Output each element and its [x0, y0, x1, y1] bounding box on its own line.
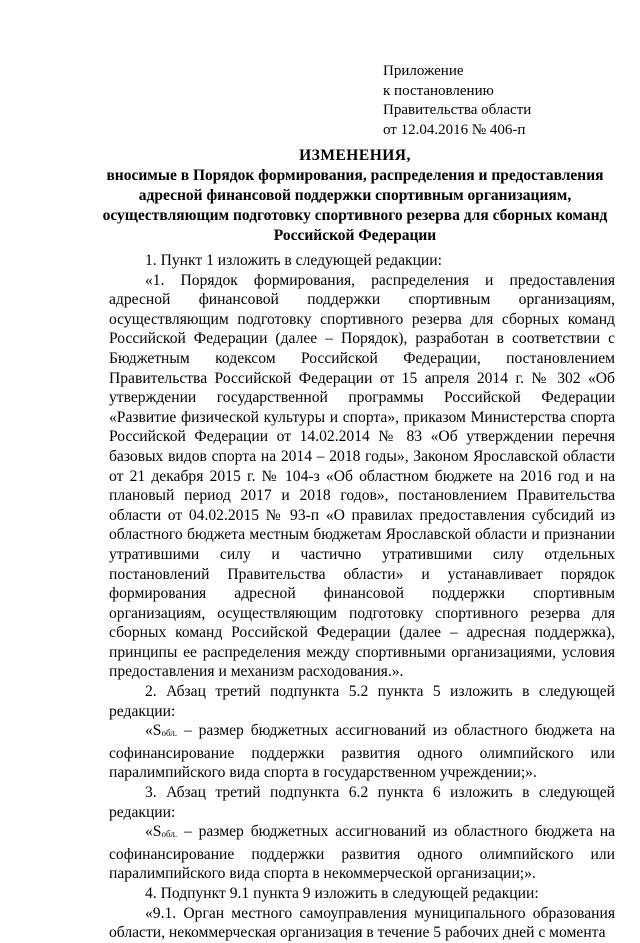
document-title: [60, 146, 640, 246]
paragraph-7: 4. Подпункт 9.1 пункта 9 изложить в следующей редакции:: [145, 885, 539, 902]
paragraph-4: [109, 721, 615, 783]
appendix-line-3: Правительства области: [383, 102, 532, 118]
paragraph-6: [109, 822, 615, 884]
paragraph-3: 2. Абзац третий подпункта 5.2 пункта 5 изложить в следующей редакции:: [109, 683, 615, 720]
formula-symbol: «S: [145, 823, 162, 841]
title-line-1: вносимые в Порядок формирования, распределения и предоставления: [106, 167, 604, 184]
formula-subscript: обл.: [161, 829, 178, 840]
appendix-line-1: Приложение: [383, 63, 464, 79]
formula-symbol: «S: [145, 722, 162, 740]
title-main: ИЗМЕНЕНИЯ,: [299, 147, 411, 164]
paragraph-4-text: – размер бюджетных ассигнований из областного бюджета на софинансирование поддержки развития одного олимпийского или паралимпийского вида спорта в государственном учреждении;».: [109, 722, 615, 782]
paragraph-1: 1. Пункт 1 изложить в следующей редакции:: [145, 252, 442, 269]
title-line-3: осуществляющим подготовку спортивного резерва для сборных команд: [102, 207, 608, 224]
paragraph-2: «1. Порядок формирования, распределения и предоставления адресной финансовой поддержки спортивным организациям, осуществляющим подготовку спортивного резерва для сборных команд Российской Федерации (далее – Порядок), разработан в соответствии с Бюджетным кодексом Российской Федерации, постановлением Правительства Российской Федерации от 15 апреля 2014 г. № 302 «Об утверждении государственной программы Российской Федерации «Развитие физической культуры и спорта», приказом Министерства спорта Российской Федерации от 14.02.2014 № 83 «Об утверждении перечня базовых видов спорта на 2014 – 2018 годы», Законом Ярославской области от 21 декабря 2015 г. № 104-з «Об областном бюджете на 2016 год и на плановый период 2017 и 2018 годов», постановлением Правительства области от 04.02.2015 № 93-п «О правилах предоставления субсидий из областного бюджета местным бюджетам Ярославской области и признании утратившими силу и частично утратившими силу отдельных постановлений Правительства области» и устанавливает порядок формирования адресной финансовой поддержки спортивным организациям, осуществляющим подготовку спортивного резерва для сборных команд Российской Федерации (далее – адресная поддержка), принципы ее распределения между спортивными организациями, условия предоставления и механизм расходования.».: [109, 271, 615, 681]
appendix-line-2: к постановлению: [383, 82, 494, 99]
appendix-line-4: от 12.04.2016 № 406-п: [383, 121, 526, 138]
formula-subscript: обл.: [161, 728, 178, 739]
title-line-2: адресной финансовой поддержки спортивным организациям,: [138, 187, 572, 204]
title-line-4: Российской Федерации: [273, 227, 437, 244]
paragraph-5: 3. Абзац третий подпункта 6.2 пункта 6 изложить в следующей редакции:: [109, 784, 615, 821]
document-body: [109, 251, 615, 943]
appendix-header: [383, 62, 531, 140]
paragraph-8: «9.1. Орган местного самоуправления муниципального образования области, некоммерческая организация в течение 5 рабочих дней с момента: [109, 904, 615, 942]
paragraph-6-text: – размер бюджетных ассигнований из областного бюджета на софинансирование поддержки развития одного олимпийского или паралимпийского вида спорта в некоммерческой организации;».: [109, 823, 615, 883]
